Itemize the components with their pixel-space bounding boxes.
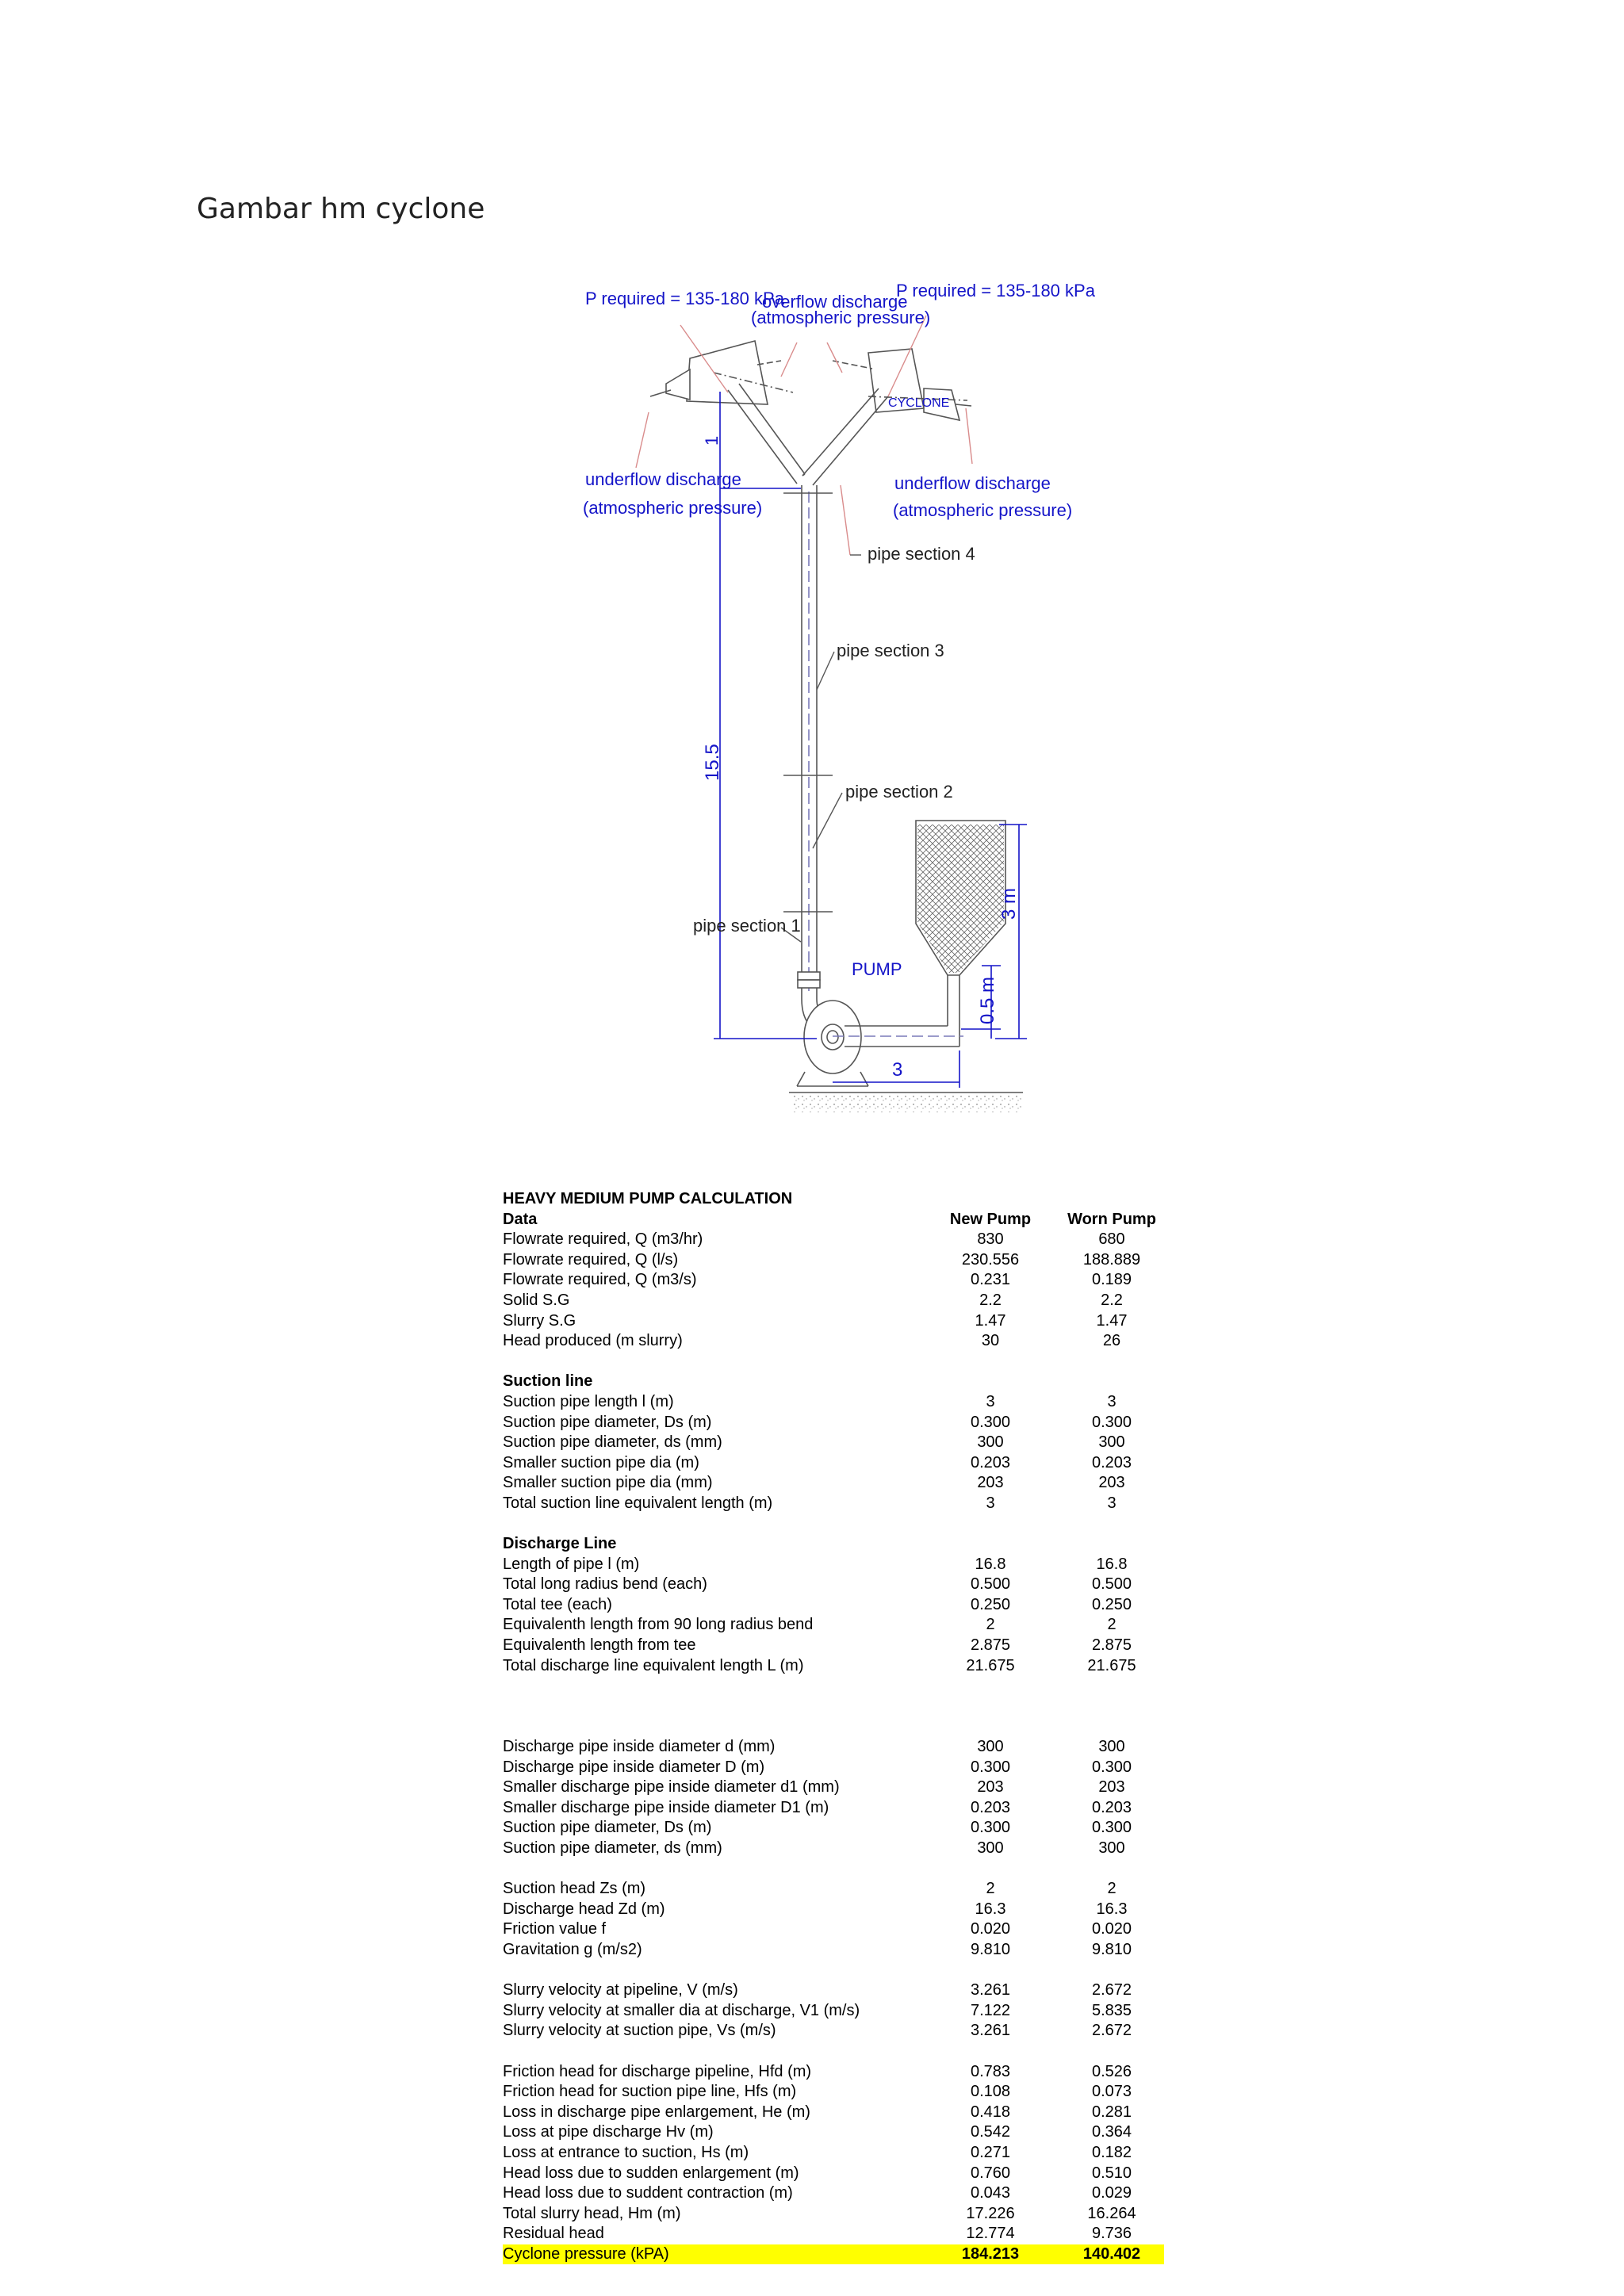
row-label: Discharge pipe inside diameter D (m)	[503, 1758, 765, 1776]
table-row	[503, 2164, 1169, 2184]
pipe-section-2-label: pipe section 2	[845, 782, 953, 802]
row-label: Length of pipe l (m)	[503, 1555, 640, 1573]
table-row	[503, 1758, 1169, 1778]
row-label: Total slurry head, Hm (m)	[503, 2204, 681, 2222]
underflow-right-line2: (atmospheric pressure)	[893, 500, 1073, 520]
row-label: Slurry velocity at pipeline, V (m/s)	[503, 1981, 738, 1999]
table-row	[503, 2122, 1169, 2143]
row-label: Loss at pipe discharge Hv (m)	[503, 2123, 714, 2141]
worn-pump-value: 0.020	[1091, 1920, 1132, 1938]
row-label: Suction pipe diameter, ds (mm)	[503, 1839, 722, 1857]
worn-pump-value: 2.875	[1091, 1636, 1132, 1655]
new-pump-value: 300	[977, 1738, 1004, 1756]
row-label: Friction head for discharge pipeline, Hfd (m)	[503, 2062, 812, 2080]
cyclone-pressure-row	[503, 2244, 1169, 2265]
row-label: Slurry S.G	[503, 1311, 576, 1330]
ground-hatching	[793, 1093, 1023, 1112]
row-label: Discharge pipe inside diameter d (mm)	[503, 1738, 776, 1756]
row-label: Cyclone pressure (kPA)	[503, 2244, 669, 2263]
table-row	[503, 2082, 1169, 2103]
worn-pump-value: 188.889	[1082, 1250, 1141, 1269]
row-label: Friction head for suction pipe line, Hfs (m)	[503, 2083, 797, 2101]
worn-pump-value: 2	[1107, 1880, 1116, 1898]
new-pump-value: 16.3	[975, 1900, 1006, 1918]
worn-pump-value: 680	[1098, 1230, 1125, 1249]
row-label: Head loss due to suddent contraction (m)	[503, 2184, 793, 2202]
new-pump-value: 3.261	[970, 1981, 1011, 1999]
underflow-left-line1: underflow discharge	[585, 469, 741, 489]
new-pump-value: 3	[986, 1392, 995, 1410]
dim-top-label: 1	[702, 435, 722, 446]
pump-label: PUMP	[852, 959, 902, 979]
worn-pump-value: 0.073	[1091, 2083, 1132, 2101]
new-pump-value: 2.2	[979, 1291, 1002, 1309]
table-row	[503, 1331, 1169, 1352]
new-pump-value: 0.250	[970, 1595, 1011, 1613]
p-required-left: P required = 135-180 kPa	[585, 289, 784, 308]
new-pump-value: 0.418	[970, 2103, 1011, 2121]
new-pump-value: 184.213	[961, 2244, 1020, 2263]
table-row	[503, 1473, 1169, 1494]
table-row	[503, 2224, 1169, 2244]
worn-pump-value: 0.300	[1091, 1819, 1132, 1837]
spacer-row	[503, 1859, 1169, 1880]
new-pump-value: 21.675	[966, 1656, 1015, 1674]
row-label: Total suction line equivalent length (m)	[503, 1494, 773, 1512]
tank-hatching	[917, 825, 1004, 973]
table-row	[503, 1291, 1169, 1311]
p-required-right: P required = 135-180 kPa	[896, 281, 1095, 300]
pipe-section-3-label: pipe section 3	[837, 641, 944, 660]
table-row	[503, 1798, 1169, 1819]
dim-small-label: 0.5 m	[977, 976, 998, 1024]
spacer-row	[503, 1716, 1169, 1737]
worn-pump-value: 0.203	[1091, 1453, 1132, 1471]
worn-pump-value: 0.203	[1091, 1798, 1132, 1816]
row-label: Slurry velocity at smaller dia at discharge, V1 (m/s)	[503, 2001, 860, 2019]
spacer-row	[503, 1697, 1169, 1717]
table-row	[503, 1270, 1169, 1291]
new-pump-value: 0.231	[970, 1271, 1011, 1289]
worn-pump-value: 1.47	[1096, 1311, 1128, 1330]
table-row	[503, 1575, 1169, 1595]
worn-pump-value: 2.2	[1101, 1291, 1123, 1309]
table-row	[503, 1595, 1169, 1616]
new-pump-value: 0.203	[970, 1453, 1011, 1471]
new-pump-value: 12.774	[966, 2225, 1015, 2243]
page-title: Gambar hm cyclone	[197, 193, 485, 225]
new-pump-value: 0.760	[970, 2164, 1011, 2182]
table-row	[503, 1250, 1169, 1271]
row-label: Total discharge line equivalent length L (m)	[503, 1656, 804, 1674]
table-row	[503, 1555, 1169, 1575]
table-row	[503, 1311, 1169, 1332]
worn-pump-value: 0.364	[1091, 2123, 1132, 2141]
worn-pump-value: 0.281	[1091, 2103, 1132, 2121]
pump	[797, 1001, 868, 1086]
new-pump-value: 203	[977, 1474, 1004, 1492]
new-pump-value: 300	[977, 1433, 1004, 1452]
row-label: Flowrate required, Q (l/s)	[503, 1250, 679, 1269]
header-new-pump: New Pump	[949, 1210, 1032, 1228]
worn-pump-value: 3	[1107, 1392, 1116, 1410]
table-row	[503, 1453, 1169, 1474]
worn-pump-value: 0.526	[1091, 2062, 1132, 2080]
worn-pump-value: 21.675	[1087, 1656, 1136, 1674]
row-label: Friction value f	[503, 1920, 607, 1938]
pipe-section-4-label: pipe section 4	[868, 544, 975, 564]
spacer-row	[503, 2042, 1169, 2062]
table-row	[503, 1980, 1169, 2001]
new-pump-value: 830	[977, 1230, 1004, 1249]
new-pump-value: 17.226	[966, 2204, 1015, 2222]
table-row	[503, 1737, 1169, 1758]
section-heading-row	[503, 1534, 1169, 1555]
row-label: Suction pipe length l (m)	[503, 1392, 674, 1410]
table-row	[503, 1777, 1169, 1798]
row-label: Total tee (each)	[503, 1595, 612, 1613]
table-row	[503, 1615, 1169, 1636]
table-row	[503, 1919, 1169, 1940]
worn-pump-value: 16.8	[1096, 1555, 1128, 1573]
row-label: Equivalenth length from 90 long radius bend	[503, 1616, 814, 1634]
new-pump-value: 0.203	[970, 1798, 1011, 1816]
worn-pump-value: 16.3	[1096, 1900, 1128, 1918]
new-pump-value: 0.300	[970, 1758, 1011, 1776]
new-pump-value: 300	[977, 1839, 1004, 1857]
worn-pump-value: 9.810	[1091, 1940, 1132, 1958]
new-pump-value: 203	[977, 1778, 1004, 1797]
section-heading: Suction line	[503, 1372, 593, 1391]
table-row	[503, 1839, 1169, 1859]
new-pump-value: 7.122	[970, 2001, 1011, 2019]
table-row	[503, 1433, 1169, 1453]
spacer-row	[503, 1961, 1169, 1981]
table-row	[503, 2062, 1169, 2083]
table-row	[503, 1413, 1169, 1433]
worn-pump-value: 2.672	[1091, 1981, 1132, 1999]
row-label: Discharge head Zd (m)	[503, 1900, 665, 1918]
worn-pump-value: 0.189	[1091, 1271, 1132, 1289]
table-title-row	[503, 1189, 1169, 1210]
worn-pump-value: 16.264	[1087, 2204, 1136, 2222]
cyclone-label: CYCLONE	[888, 396, 950, 410]
new-pump-value: 0.043	[970, 2184, 1011, 2202]
table-row	[503, 1392, 1169, 1413]
new-pump-value: 9.810	[970, 1940, 1011, 1958]
new-pump-value: 3	[986, 1494, 995, 1512]
row-label: Suction pipe diameter, Ds (m)	[503, 1819, 712, 1837]
dim-tank-label: 3 m	[998, 887, 1020, 920]
row-label: Equivalenth length from tee	[503, 1636, 696, 1655]
new-pump-value: 2	[986, 1616, 995, 1634]
row-label: Gravitation g (m/s2)	[503, 1940, 642, 1958]
header-worn-pump: Worn Pump	[1067, 1210, 1156, 1228]
worn-pump-value: 2	[1107, 1616, 1116, 1634]
row-label: Loss at entrance to suction, Hs (m)	[503, 2143, 749, 2161]
pump-calculation-table	[503, 1189, 1169, 2264]
dim-horizontal-label: 3	[892, 1059, 903, 1081]
worn-pump-value: 300	[1098, 1839, 1125, 1857]
new-pump-value: 30	[981, 1332, 1000, 1350]
worn-pump-value: 0.250	[1091, 1595, 1132, 1613]
underflow-left-line2: (atmospheric pressure)	[583, 498, 763, 518]
row-label: Smaller discharge pipe inside diameter d1 (mm)	[503, 1778, 840, 1797]
worn-pump-value: 3	[1107, 1494, 1116, 1512]
table-row	[503, 1636, 1169, 1656]
row-label: Solid S.G	[503, 1291, 570, 1309]
spacer-row	[503, 1352, 1169, 1372]
new-pump-value: 0.108	[970, 2083, 1011, 2101]
overflow-label-line2: (atmospheric pressure)	[751, 308, 931, 327]
table-header-row	[503, 1210, 1169, 1230]
new-pump-value: 230.556	[961, 1250, 1020, 1269]
table-row	[503, 1656, 1169, 1677]
table-row	[503, 1230, 1169, 1250]
row-label: Slurry velocity at suction pipe, Vs (m/s)	[503, 2022, 776, 2040]
row-label: Residual head	[503, 2225, 604, 2243]
row-label: Loss in discharge pipe enlargement, He (m)	[503, 2103, 810, 2121]
spacer-row	[503, 1514, 1169, 1535]
table-title: HEAVY MEDIUM PUMP CALCULATION	[503, 1190, 793, 1207]
row-label: Smaller discharge pipe inside diameter D1 (m)	[503, 1798, 829, 1816]
row-label: Head produced (m slurry)	[503, 1332, 683, 1350]
worn-pump-value: 0.510	[1091, 2164, 1132, 2182]
header-data-label: Data	[503, 1210, 538, 1228]
table-row	[503, 1818, 1169, 1839]
worn-pump-value: 300	[1098, 1433, 1125, 1452]
pipe-section-1-label: pipe section 1	[693, 916, 801, 936]
new-pump-value: 0.300	[970, 1819, 1011, 1837]
table-row	[503, 2103, 1169, 2123]
new-pump-value: 1.47	[975, 1311, 1006, 1330]
worn-pump-value: 0.182	[1091, 2143, 1132, 2161]
worn-pump-value: 203	[1098, 1778, 1125, 1797]
table-row	[503, 2143, 1169, 2164]
new-pump-value: 0.542	[970, 2123, 1011, 2141]
table-row	[503, 2183, 1169, 2204]
new-pump-value: 2.875	[970, 1636, 1011, 1655]
table-row	[503, 1879, 1169, 1900]
underflow-right-line1: underflow discharge	[894, 473, 1051, 493]
worn-pump-value: 300	[1098, 1738, 1125, 1756]
table-row	[503, 1900, 1169, 1920]
riser-pipe	[783, 485, 833, 1031]
table-row	[503, 1494, 1169, 1514]
worn-pump-value: 0.300	[1091, 1758, 1132, 1776]
new-pump-value: 0.300	[970, 1413, 1011, 1431]
worn-pump-value: 203	[1098, 1474, 1125, 1492]
new-pump-value: 0.500	[970, 1575, 1011, 1594]
table-row	[503, 2021, 1169, 2042]
worn-pump-value: 0.029	[1091, 2184, 1132, 2202]
section-heading: Discharge Line	[503, 1535, 617, 1553]
row-label: Suction pipe diameter, ds (mm)	[503, 1433, 722, 1452]
new-pump-value: 0.271	[970, 2143, 1011, 2161]
worn-pump-value: 9.736	[1091, 2225, 1132, 2243]
row-label: Smaller suction pipe dia (m)	[503, 1453, 699, 1471]
new-pump-value: 16.8	[975, 1555, 1006, 1573]
row-label: Flowrate required, Q (m3/s)	[503, 1271, 697, 1289]
table-row	[503, 2204, 1169, 2225]
row-label: Suction pipe diameter, Ds (m)	[503, 1413, 712, 1431]
row-label: Suction head Zs (m)	[503, 1880, 646, 1898]
worn-pump-value: 0.300	[1091, 1413, 1132, 1431]
table-row	[503, 2001, 1169, 2022]
dim-vertical-label: 15.5	[702, 744, 723, 781]
section-heading-row	[503, 1372, 1169, 1392]
new-pump-value: 0.783	[970, 2062, 1011, 2080]
table-row	[503, 1940, 1169, 1961]
hm-cyclone-diagram	[0, 0, 1624, 1142]
worn-pump-value: 0.500	[1091, 1575, 1132, 1594]
new-pump-value: 2	[986, 1880, 995, 1898]
new-pump-value: 3.261	[970, 2022, 1011, 2040]
worn-pump-value: 2.672	[1091, 2022, 1132, 2040]
row-label: Flowrate required, Q (m3/hr)	[503, 1230, 703, 1249]
row-label: Head loss due to sudden enlargement (m)	[503, 2164, 799, 2182]
row-label: Total long radius bend (each)	[503, 1575, 707, 1594]
spacer-row	[503, 1676, 1169, 1697]
left-cyclone	[650, 341, 793, 404]
worn-pump-value: 140.402	[1082, 2244, 1141, 2263]
row-label: Smaller suction pipe dia (mm)	[503, 1474, 713, 1492]
new-pump-value: 0.020	[970, 1920, 1011, 1938]
worn-pump-value: 5.835	[1091, 2001, 1132, 2019]
overflow-label-line1: overflow discharge	[762, 292, 908, 312]
worn-pump-value: 26	[1102, 1332, 1121, 1350]
